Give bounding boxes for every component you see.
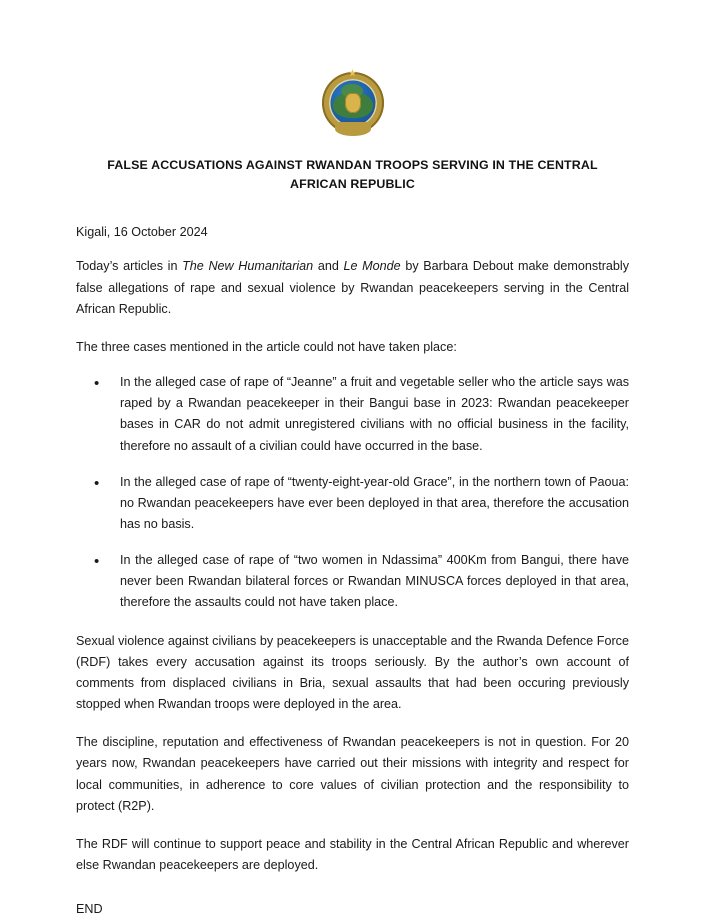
paragraph-intro-part1: Today’s articles in — [76, 259, 183, 274]
list-item: • In the alleged case of rape of “twenty-eight-year-old Grace”, in the northern town of Paoua: no Rwandan peacekeepers have ever been deployed in that area, therefore the accusation has no basis. — [110, 472, 629, 535]
paragraph-intro — [76, 256, 629, 319]
paragraph-three-cases-lead: The three cases mentioned in the article could not have taken place: — [76, 339, 457, 354]
emblem-globe — [329, 79, 377, 127]
publication-name-le-monde: Le Monde — [343, 259, 401, 274]
emblem-container — [76, 0, 629, 148]
paragraph-sexual-violence-statement: Sexual violence against civilians by peacekeepers is unacceptable and the Rwanda Defence Force (RDF) takes every accusation against its troops seriously. By the author’s own account of comments from displaced civilians in Bria, sexual assaults that had been occuring previously stopped when Rwandan troops were deployed in the area. — [76, 633, 629, 712]
paragraph-intro-part2: and — [313, 259, 344, 274]
emblem-center-shield — [345, 93, 361, 113]
rwanda-defence-force-emblem-icon — [322, 72, 384, 134]
dateline: Kigali, 16 October 2024 — [76, 225, 208, 240]
list-item: • In the alleged case of rape of “Jeanne” a fruit and vegetable seller who the article says was raped by a Rwandan peacekeeper in their Bangui base in 2023: Rwandan peacekeeper bases in CAR do not admit unregistered civilians with no official business in the facility, therefore no assault of a civilian could have occurred in the base. — [110, 372, 629, 457]
emblem-base-band — [335, 122, 371, 136]
page-title: FALSE ACCUSATIONS AGAINST RWANDAN TROOPS SERVING IN THE CENTRAL AFRICAN REPUBLIC — [107, 158, 598, 192]
list-item: • In the alleged case of rape of “two women in Ndassima” 400Km from Bangui, there have never been Rwandan bilateral forces or Rwandan MINUSCA forces deployed in that area, therefore the assaults could not have taken place. — [110, 550, 629, 613]
cases-list — [76, 372, 629, 614]
paragraph-closing-statement: The RDF will continue to support peace and stability in the Central African Republic and wherever else Rwandan peacekeepers are deployed. — [76, 836, 629, 873]
end-marker: END — [76, 902, 103, 916]
paragraph-discipline-statement: The discipline, reputation and effectiveness of Rwandan peacekeepers is not in question. For 20 years now, Rwandan peacekeepers have carried out their missions with integrity and respect for local communities, in adherence to core values of civilian protection and the responsibility to protect (R2P). — [76, 735, 629, 813]
publication-name-the-new-humanitarian: The New Humanitarian — [182, 259, 314, 274]
paragraph-intro-part3: by Barbara Debout make demonstrably false allegations of rape and sexual violence by Rwandan peacekeepers serving in the Central African Republic. — [76, 259, 630, 316]
